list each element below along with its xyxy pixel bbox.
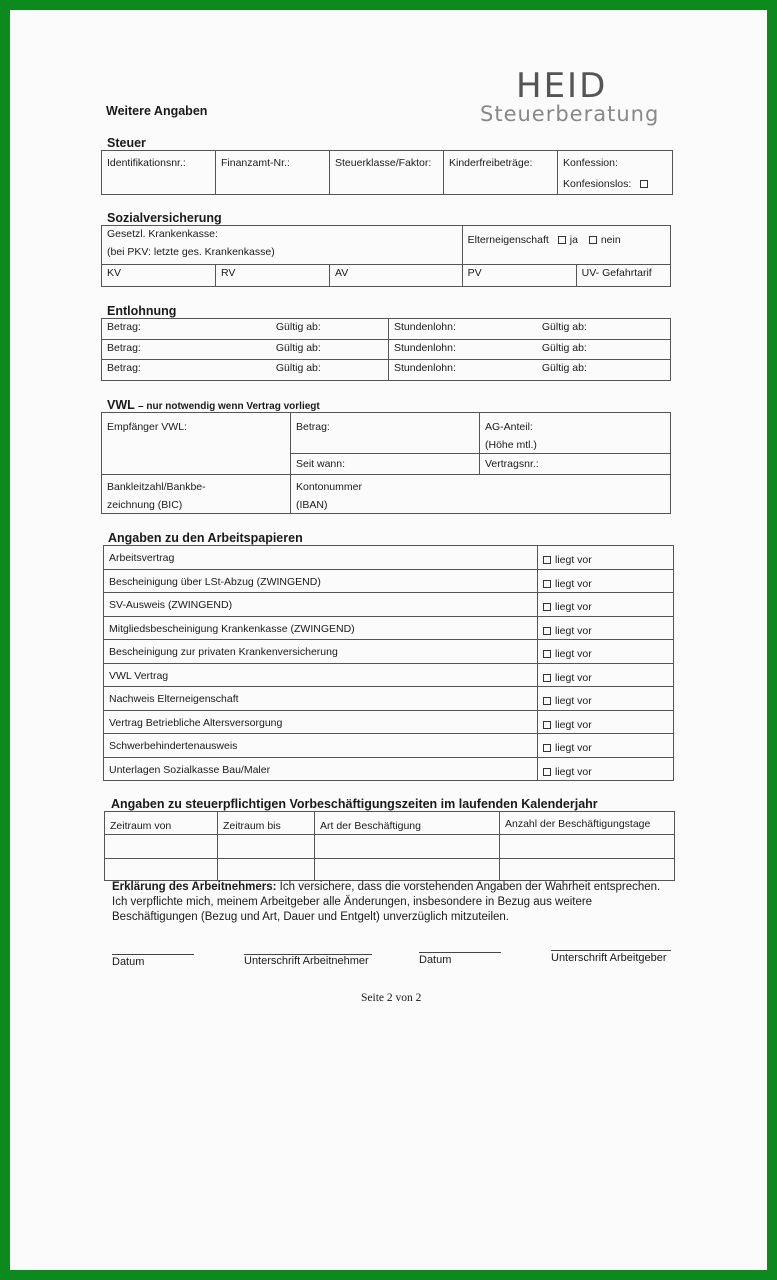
vwl-betrag-field[interactable]	[291, 413, 480, 454]
cell-label: Gültig ab:	[275, 321, 321, 333]
cell-label: Konfesionslos:	[563, 178, 632, 190]
column-header	[105, 812, 218, 835]
cell-label: Bankleitzahl/Bankbe-	[107, 481, 206, 493]
cell-label: Kinderfreibeträge:	[449, 157, 533, 169]
sozial-table	[101, 225, 671, 287]
document-label: Unterlagen Sozialkasse Bau/Maler	[104, 757, 538, 781]
checkbox-icon[interactable]	[543, 603, 551, 611]
status-label: liegt vor	[555, 671, 592, 684]
cell-label: AV	[335, 267, 349, 279]
document-label: Mitgliedsbescheinigung Krankenkasse (ZWINGEND)	[104, 616, 538, 640]
checkbox-icon[interactable]	[543, 627, 551, 635]
column-header	[315, 812, 500, 835]
column-header	[218, 812, 315, 835]
papiere-table	[103, 545, 674, 781]
konfessionslos-row[interactable]	[563, 178, 667, 190]
cell-label: (IBAN)	[296, 499, 328, 511]
cell-label: Empfänger VWL:	[107, 421, 187, 433]
empfaenger-field[interactable]	[102, 413, 291, 475]
stundenlohn-field[interactable]	[389, 339, 671, 360]
checkbox-icon[interactable]	[543, 744, 551, 752]
steuer-cell[interactable]	[102, 151, 216, 195]
checkbox-icon[interactable]	[543, 556, 551, 564]
signature-line[interactable]	[419, 952, 501, 953]
liegt-vor-checkbox[interactable]	[538, 593, 674, 617]
liegt-vor-checkbox[interactable]	[538, 616, 674, 640]
vwl-table	[101, 412, 671, 514]
stundenlohn-field[interactable]	[389, 360, 671, 381]
table-row	[104, 640, 674, 664]
sv-cell[interactable]	[330, 265, 463, 287]
checkbox-icon[interactable]	[543, 697, 551, 705]
table-row	[104, 734, 674, 758]
signature-label-arbeitgeber: Unterschrift Arbeitgeber	[551, 952, 667, 964]
entlohnung-table	[101, 318, 671, 381]
steuer-cell[interactable]	[330, 151, 444, 195]
cell-label: Art der Beschäftigung	[320, 820, 421, 832]
table-row	[104, 687, 674, 711]
cell-label: Gültig ab:	[541, 341, 587, 354]
document-label: Bescheinigung über LSt-Abzug (ZWINGEND)	[104, 569, 538, 593]
vorbesch-cell[interactable]	[500, 835, 675, 859]
section-heading-vwl	[107, 398, 320, 412]
vorbesch-cell[interactable]	[315, 835, 500, 859]
section-heading-papiere: Angaben zu den Arbeitspapieren	[108, 531, 303, 545]
table-row	[104, 757, 674, 781]
table-row	[104, 710, 674, 734]
status-label: liegt vor	[555, 577, 592, 590]
erklaerung-bold: Erklärung des Arbeitnehmers:	[112, 881, 277, 893]
table-row	[104, 546, 674, 570]
betrag-field[interactable]	[102, 360, 389, 381]
steuer-cell[interactable]	[444, 151, 558, 195]
document-page	[10, 10, 767, 1270]
cell-label: Betrag:	[107, 341, 141, 354]
checkbox-icon[interactable]	[543, 650, 551, 658]
document-label: Vertrag Betriebliche Altersversorgung	[104, 710, 538, 734]
cell-label: Betrag:	[107, 362, 141, 375]
section-heading-steuer: Steuer	[107, 136, 146, 150]
liegt-vor-checkbox[interactable]	[538, 687, 674, 711]
sv-cell[interactable]	[216, 265, 330, 287]
document-label: Arbeitsvertrag	[104, 546, 538, 570]
cell-label: PV	[467, 267, 482, 279]
table-row	[104, 569, 674, 593]
cell-label: Seit wann:	[296, 458, 346, 470]
status-label: liegt vor	[555, 742, 592, 754]
vorbesch-cell[interactable]	[105, 859, 218, 881]
status-label: liegt vor	[555, 718, 592, 731]
signature-line[interactable]	[551, 950, 671, 951]
table-row	[104, 663, 674, 687]
status-label: liegt vor	[555, 765, 592, 778]
document-label: Nachweis Elterneigenschaft	[104, 687, 538, 711]
cell-label: Vertragsnr.:	[485, 458, 539, 470]
betrag-field[interactable]	[102, 319, 389, 340]
bic-field[interactable]	[102, 475, 291, 514]
cell-label: RV	[221, 267, 236, 279]
liegt-vor-checkbox[interactable]	[538, 663, 674, 687]
checkbox-icon[interactable]	[589, 236, 597, 244]
cell-label: Finanzamt-Nr.:	[221, 157, 290, 169]
cell-label: Identifikationsnr.:	[107, 157, 186, 169]
cell-label: Betrag:	[107, 321, 141, 333]
liegt-vor-checkbox[interactable]	[538, 546, 674, 570]
vwl-heading-text: VWL	[107, 398, 135, 412]
checkbox-icon[interactable]	[543, 721, 551, 729]
cell-label: UV- Gefahrtarif	[581, 267, 652, 279]
sv-cell[interactable]	[462, 265, 576, 287]
cell-label: AG-Anteil:	[485, 421, 533, 433]
logo-brand: HEID	[516, 66, 608, 106]
sv-cell[interactable]	[102, 265, 216, 287]
section-heading-vorbesch: Angaben zu steuerpflichtigen Vorbeschäftigungszeiten im laufenden Kalenderjahr	[111, 797, 598, 811]
steuer-cell[interactable]	[558, 151, 673, 195]
cell-label: Stundenlohn:	[394, 341, 456, 354]
iban-field[interactable]	[291, 475, 671, 514]
checkbox-icon[interactable]	[543, 674, 551, 682]
elterneigenschaft-field[interactable]	[462, 226, 670, 265]
liegt-vor-checkbox[interactable]	[538, 640, 674, 664]
liegt-vor-checkbox[interactable]	[538, 569, 674, 593]
erklaerung-text	[112, 880, 672, 925]
page-title: Weitere Angaben	[106, 104, 208, 118]
cell-label: Elterneigenschaft	[467, 234, 549, 246]
signature-label-arbeitnehmer: Unterschrift Arbeitnehmer	[244, 955, 369, 967]
checkbox-icon[interactable]	[543, 580, 551, 588]
cell-label: (Höhe mtl.)	[485, 439, 537, 451]
liegt-vor-checkbox[interactable]	[538, 734, 674, 758]
cell-label: Steuerklasse/Faktor:	[335, 157, 432, 169]
krankenkasse-field[interactable]	[102, 226, 463, 265]
liegt-vor-checkbox[interactable]	[538, 710, 674, 734]
vorbesch-cell[interactable]	[500, 859, 675, 881]
table-row	[104, 593, 674, 617]
cell-label: (bei PKV: letzte ges. Krankenkasse)	[107, 246, 275, 258]
cell-label: Konfession:	[563, 157, 618, 169]
seit-wann-field[interactable]	[291, 454, 480, 475]
stundenlohn-field[interactable]	[389, 319, 671, 340]
liegt-vor-checkbox[interactable]	[538, 757, 674, 781]
cell-label: Gültig ab:	[541, 321, 587, 333]
vorbesch-cell[interactable]	[218, 835, 315, 859]
sv-cell[interactable]	[576, 265, 670, 287]
cell-label: zeichnung (BIC)	[107, 499, 183, 511]
document-label: SV-Ausweis (ZWINGEND)	[104, 593, 538, 617]
cell-label: ja	[569, 234, 578, 246]
checkbox-icon[interactable]	[558, 236, 566, 244]
cell-label: KV	[107, 267, 122, 279]
vertragsnr-field[interactable]	[480, 454, 671, 475]
steuer-cell[interactable]	[216, 151, 330, 195]
cell-label: Zeitraum bis	[223, 820, 281, 832]
logo-subtitle: Steuerberatung	[480, 102, 660, 126]
cell-label: Gesetzl. Krankenkasse:	[107, 228, 218, 240]
section-heading-sozial: Sozialversicherung	[107, 211, 222, 225]
erklaerung-body: Ich versichere, dass die vorstehenden Angaben der Wahrheit entsprechen. Ich verpflichte mich, meinem Arbeitgeber alle Änderungen, insbesondere in Bezug aus weitere Beschäftigungen (Bezug und Art, Dauer und Entgelt) unverzüglich mitzuteilen.	[112, 881, 661, 923]
cell-label: Gültig ab:	[541, 362, 587, 375]
vorbesch-cell[interactable]	[315, 859, 500, 881]
status-label: liegt vor	[555, 624, 592, 637]
ag-anteil-field[interactable]	[480, 413, 671, 454]
cell-label: Stundenlohn:	[394, 321, 456, 333]
cell-label: Anzahl der Beschäftigungstage	[505, 818, 651, 830]
cell-label: Betrag:	[296, 421, 330, 433]
cell-label: Stundenlohn:	[394, 362, 456, 375]
document-label: Schwerbehindertenausweis	[104, 734, 538, 758]
vorbesch-table	[104, 811, 675, 881]
document-label: VWL Vertrag	[104, 663, 538, 687]
betrag-field[interactable]	[102, 339, 389, 360]
column-header	[500, 812, 675, 835]
cell-label: Zeitraum von	[110, 820, 172, 832]
status-label: liegt vor	[555, 695, 592, 707]
checkbox-icon[interactable]	[640, 180, 648, 188]
signature-label-datum: Datum	[419, 954, 452, 966]
cell-label: Kontonummer	[296, 481, 362, 493]
steuer-table	[101, 150, 673, 195]
document-label: Bescheinigung zur privaten Krankenversicherung	[104, 640, 538, 664]
cell-label: Gültig ab:	[275, 341, 321, 354]
cell-label: nein	[600, 234, 621, 246]
checkbox-icon[interactable]	[543, 768, 551, 776]
status-label: liegt vor	[555, 601, 592, 613]
vwl-heading-note: – nur notwendig wenn Vertrag vorliegt	[138, 401, 320, 412]
page-number: Seite 2 von 2	[361, 992, 422, 1004]
vorbesch-cell[interactable]	[105, 835, 218, 859]
section-heading-entlohnung: Entlohnung	[107, 304, 177, 318]
status-label: liegt vor	[555, 648, 592, 660]
cell-label: Gültig ab:	[275, 362, 321, 375]
status-label: liegt vor	[555, 554, 592, 566]
vorbesch-cell[interactable]	[218, 859, 315, 881]
table-row	[104, 616, 674, 640]
signature-line[interactable]	[112, 954, 194, 955]
signature-label-datum: Datum	[112, 956, 145, 968]
